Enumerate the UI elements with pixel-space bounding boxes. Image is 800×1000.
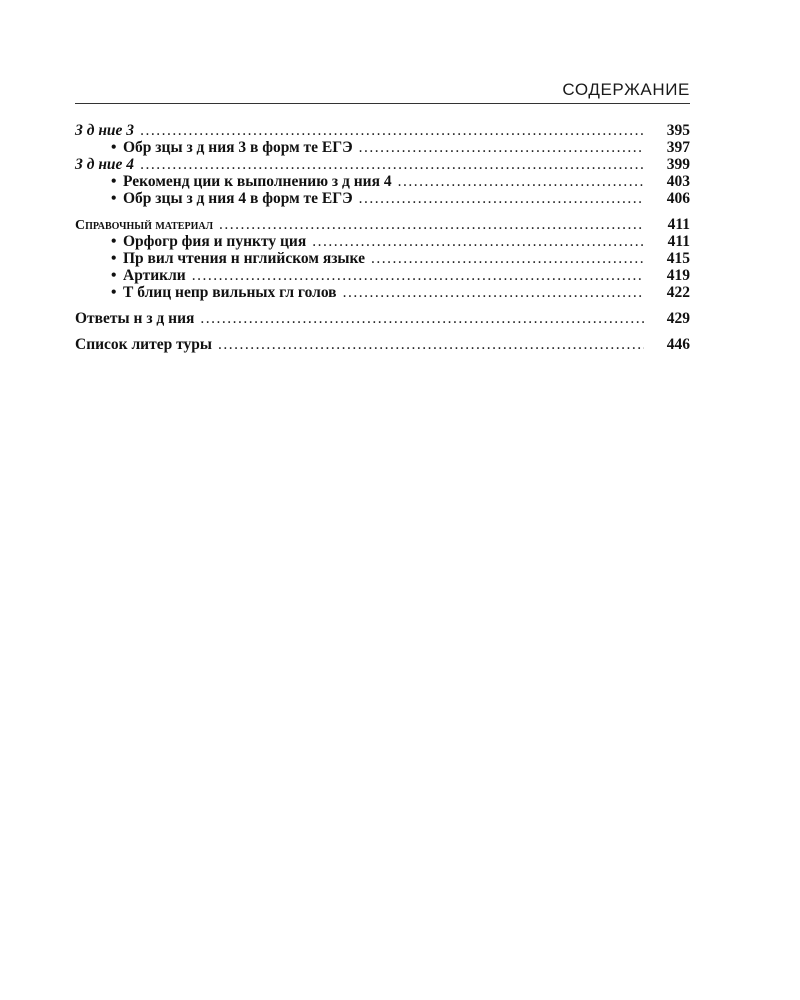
toc-entry-task-4-samples[interactable] [75,190,690,207]
header-rule [75,103,690,104]
dot-leader [219,216,644,233]
dot-leader [371,250,644,267]
toc-entry-title: З д ние 3 [75,122,135,139]
bullet-icon: • [111,139,117,156]
toc-entry-title: Рекоменд ции к выполнению з д ния 4 [123,173,392,190]
running-head-title: СОДЕРЖАНИЕ [562,80,690,99]
toc-entry-task-3-samples[interactable] [75,139,690,156]
dot-leader [359,190,644,207]
table-of-contents [75,122,690,353]
bullet-icon: • [111,173,117,190]
toc-entry-spelling-punctuation[interactable] [75,233,690,250]
toc-entry-title: З д ние 4 [75,156,135,173]
bullet-icon: • [111,190,117,207]
toc-entry-title: Обр зцы з д ния 4 в форм те ЕГЭ [123,190,353,207]
dot-leader [140,122,644,139]
toc-entry-answers[interactable] [75,310,690,327]
toc-entry-bibliography[interactable] [75,336,690,353]
bullet-icon: • [111,284,117,301]
toc-entry-irregular-verbs[interactable] [75,284,690,301]
dot-leader [192,267,644,284]
toc-page-number: 395 [666,122,690,139]
toc-entry-task-4[interactable] [75,156,690,173]
dot-leader [218,336,644,353]
dot-leader [343,284,644,301]
toc-entry-title: Справочный материал [75,218,214,233]
bullet-icon: • [111,267,117,284]
toc-entry-title: Артикли [123,267,186,284]
toc-page-number: 422 [666,284,690,301]
toc-page-number: 397 [666,139,690,156]
bullet-icon: • [111,233,117,250]
toc-entry-title: Список литер туры [75,336,212,353]
toc-page-number: 429 [666,310,690,327]
toc-page-number: 411 [667,233,690,250]
bullet-icon: • [111,250,117,267]
toc-entry-title: Ответы н з д ния [75,310,195,327]
dot-leader [140,156,644,173]
dot-leader [200,310,644,327]
toc-entry-title: Орфогр фия и пункту ция [123,233,307,250]
toc-entry-title: Обр зцы з д ния 3 в форм те ЕГЭ [123,139,353,156]
toc-entry-reference-material[interactable] [75,216,690,233]
dot-leader [312,233,644,250]
dot-leader [359,139,644,156]
toc-page-number: 403 [666,173,690,190]
toc-entry-title: Пр вил чтения н нглийском языке [123,250,365,267]
toc-entry-reading-rules[interactable] [75,250,690,267]
toc-page-number: 419 [666,267,690,284]
toc-entry-title: Т блиц непр вильных гл голов [123,284,337,301]
toc-page-number: 406 [666,190,690,207]
toc-page-number: 411 [667,216,690,233]
toc-entry-task-3[interactable] [75,122,690,139]
toc-entry-task-4-recommendations[interactable] [75,173,690,190]
toc-page-number: 399 [666,156,690,173]
toc-page-number: 415 [666,250,690,267]
toc-entry-articles[interactable] [75,267,690,284]
dot-leader [398,173,644,190]
toc-page-number: 446 [666,336,690,353]
